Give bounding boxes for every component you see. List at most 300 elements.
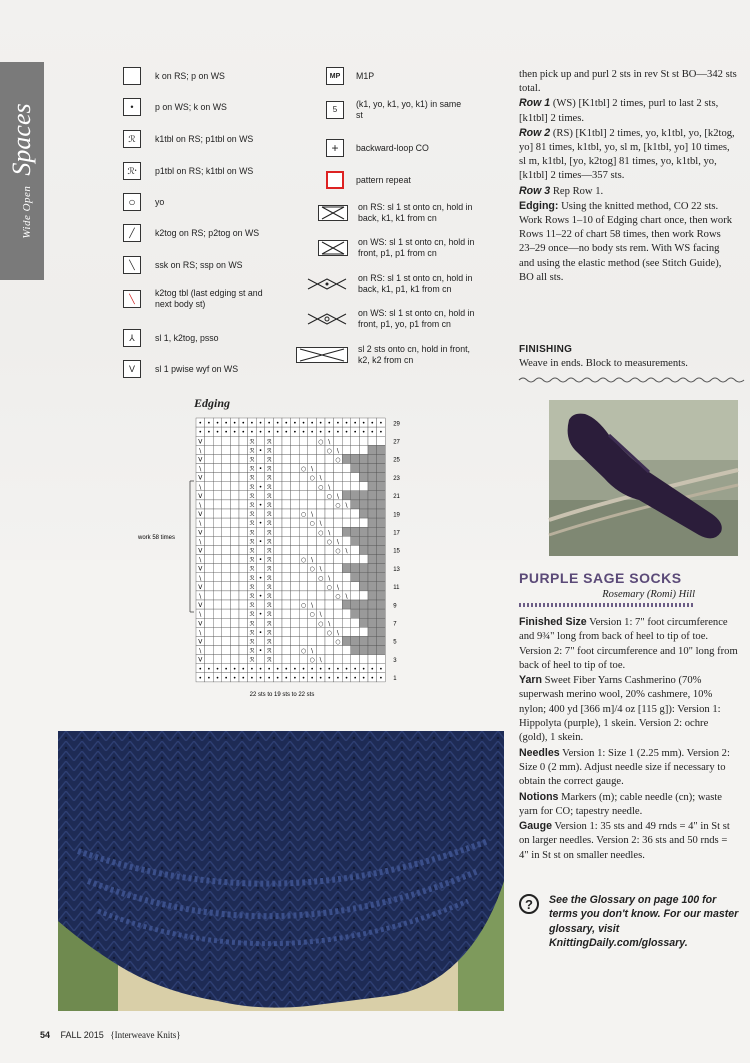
chart-cell	[205, 636, 214, 645]
chart-symbol: ℛ	[249, 447, 255, 455]
pattern-author: Rosemary (Romi) Hill	[602, 589, 695, 600]
chart-cell	[299, 582, 308, 591]
chart-symbol: ○	[309, 474, 315, 482]
chart-cell	[205, 600, 214, 609]
finishing-text: Weave in ends. Block to measurements.	[519, 358, 688, 369]
chart-symbol: •	[215, 420, 220, 428]
chart-cell	[368, 500, 377, 509]
chart-cell	[291, 454, 300, 463]
chart-cell	[325, 518, 334, 527]
chart-symbol: \	[311, 465, 314, 473]
chart-cell	[316, 500, 325, 509]
chart-cell	[351, 555, 360, 564]
chart-cell	[291, 436, 300, 445]
chart-symbol: •	[250, 665, 254, 673]
chart-symbol: \	[319, 611, 322, 619]
chart-cell	[222, 600, 231, 609]
chart-cell	[230, 445, 239, 454]
chart-cell	[256, 509, 265, 518]
chart-cell	[222, 545, 231, 554]
chart-cell	[342, 555, 351, 564]
chart-symbol: •	[258, 501, 263, 509]
chart-symbol: ○	[318, 483, 324, 491]
chart-symbol: \	[328, 438, 331, 446]
chart-cell	[342, 536, 351, 545]
chart-cell	[282, 491, 291, 500]
chart-cell	[351, 445, 360, 454]
chart-cell	[205, 482, 214, 491]
chart-cell	[239, 545, 248, 554]
chart-symbol: ○	[309, 611, 315, 619]
chart-symbol: •	[284, 420, 289, 428]
chart-cell	[359, 473, 368, 482]
chart-cell	[213, 500, 222, 509]
chart-cell	[273, 609, 282, 618]
chart-cell	[273, 527, 282, 536]
chart-symbol: •	[370, 420, 375, 428]
chart-symbol: ○	[309, 520, 315, 528]
chart-symbol: V	[198, 656, 203, 664]
chart-symbol: ℛ	[266, 529, 272, 537]
chart-cell	[334, 564, 343, 573]
chart-cell	[230, 527, 239, 536]
chart-cell	[377, 655, 386, 664]
chart-cell	[230, 646, 239, 655]
chart-cell	[351, 454, 360, 463]
dot-icon: •	[123, 98, 141, 116]
chart-symbol: ○	[309, 656, 315, 664]
chart-cell	[273, 600, 282, 609]
row-number: 17	[393, 530, 400, 537]
chart-cell	[239, 655, 248, 664]
chart-cell	[334, 655, 343, 664]
chart-cell	[291, 655, 300, 664]
chart-symbol: V	[198, 456, 203, 464]
chart-cell	[351, 582, 360, 591]
chart-cell	[222, 482, 231, 491]
chart-cell	[342, 518, 351, 527]
chart-cell	[351, 464, 360, 473]
chart-symbol: ℛ	[266, 492, 272, 500]
instructions-row1: Row 1 (WS) [K1tbl] 2 times, purl to last 2 sts, [k1tbl] 2 times.	[519, 97, 719, 124]
chart-cell	[351, 646, 360, 655]
chart-cell	[205, 509, 214, 518]
chart-symbol: \	[199, 538, 202, 546]
chart-cell	[213, 509, 222, 518]
chart-cell	[222, 591, 231, 600]
cable-back-icon	[318, 205, 348, 221]
chart-cell	[368, 482, 377, 491]
chart-cell	[230, 591, 239, 600]
chart-cell	[239, 491, 248, 500]
chart-cell	[273, 454, 282, 463]
chart-cell	[213, 591, 222, 600]
chart-cell	[359, 545, 368, 554]
chart-symbol: •	[215, 674, 220, 682]
chart-cell	[213, 655, 222, 664]
chart-symbol: •	[370, 665, 375, 673]
chart-cell	[316, 600, 325, 609]
instructions-intro: then pick up and purl 2 sts in rev St st BO—342 sts total.	[519, 69, 737, 95]
chart-cell	[316, 591, 325, 600]
chart-symbol: \	[199, 592, 202, 600]
chart-symbol: ℛ	[266, 656, 272, 664]
section-tab-big: Spaces	[7, 103, 36, 176]
chart-cell	[377, 582, 386, 591]
chart-symbol: ℛ	[266, 638, 272, 646]
chart-cell	[205, 555, 214, 564]
chart-cell	[299, 618, 308, 627]
legend-item-cable-front: on WS: sl 1 st onto cn, hold in front, p1, p1 from cn	[318, 237, 478, 259]
chart-cell	[377, 454, 386, 463]
chart-cell	[230, 555, 239, 564]
chart-cell	[256, 618, 265, 627]
chart-symbol: \	[199, 556, 202, 564]
chart-symbol: ℛ	[249, 501, 255, 509]
chart-symbol: \	[311, 556, 314, 564]
chart-cell	[308, 536, 317, 545]
instructions-row3: Row 3 Rep Row 1.	[519, 184, 604, 197]
chart-symbol: ○	[326, 583, 332, 591]
chart-cell	[368, 627, 377, 636]
chart-symbol: •	[267, 420, 271, 428]
chart-cell	[205, 573, 214, 582]
chart-cell	[368, 655, 377, 664]
chart-symbol: \	[328, 483, 331, 491]
chart-cell	[230, 627, 239, 636]
chart-cell	[230, 464, 239, 473]
wave-divider	[519, 375, 744, 385]
chart-symbol: •	[232, 429, 237, 437]
chart-symbol: •	[318, 665, 323, 673]
chart-cell	[205, 518, 214, 527]
chart-cell	[325, 555, 334, 564]
chart-cell	[230, 482, 239, 491]
chart-cell	[368, 609, 377, 618]
legend-item-p1tbl: ℛ • p1tbl on RS; k1tbl on WS	[123, 162, 305, 180]
row-number: 23	[393, 475, 400, 482]
chart-symbol: ℛ	[266, 620, 272, 628]
chart-cell	[256, 564, 265, 573]
chart-cell	[273, 646, 282, 655]
legend-item-knit: k on RS; p on WS	[123, 67, 305, 85]
chart-cell	[291, 582, 300, 591]
chart-title: Edging	[194, 396, 231, 410]
chart-cell	[291, 618, 300, 627]
row-number: 7	[393, 621, 397, 628]
chart-cell	[359, 564, 368, 573]
chart-cell	[291, 536, 300, 545]
chart-cell	[222, 436, 231, 445]
chart-cell	[325, 655, 334, 664]
chart-cell	[325, 473, 334, 482]
chart-cell	[359, 582, 368, 591]
chart-cell	[239, 600, 248, 609]
chart-cell	[368, 600, 377, 609]
chart-cell	[342, 436, 351, 445]
chart-cell	[359, 600, 368, 609]
chart-symbol: •	[293, 674, 297, 682]
chart-cell	[222, 655, 231, 664]
chart-cell	[273, 482, 282, 491]
chart-cell	[351, 491, 360, 500]
chart-cell	[325, 600, 334, 609]
chart-cell	[256, 527, 265, 536]
chart-cell	[213, 564, 222, 573]
chart-symbol: •	[301, 665, 306, 673]
chart-cell	[273, 627, 282, 636]
chart-cell	[282, 464, 291, 473]
chart-symbol: ℛ	[266, 629, 272, 637]
chart-symbol: ℛ	[249, 483, 255, 491]
chart-cell	[299, 518, 308, 527]
chart-cell	[230, 609, 239, 618]
chart-symbol: •	[344, 429, 349, 437]
chart-cell	[351, 573, 360, 582]
chart-cell	[299, 609, 308, 618]
chart-cell	[291, 500, 300, 509]
chart-cell	[377, 464, 386, 473]
chart-symbol: •	[310, 674, 314, 682]
chart-cell	[377, 564, 386, 573]
chart-symbol: •	[258, 420, 263, 428]
chart-cell	[351, 618, 360, 627]
chart-symbol: •	[224, 429, 228, 437]
chart-symbol: •	[258, 647, 263, 655]
instructions-edging: Edging: Using the knitted method, CO 22 sts. Work Rows 1–10 of Edging chart once, then work Rows 11–22 of chart 58 times, then work Rows 23–29 once—no body sts rem. With WS facing and using the elastic method (see Stitch Guide), BO all sts.	[519, 199, 733, 283]
chart-symbol: •	[361, 674, 366, 682]
chart-symbol: •	[327, 429, 332, 437]
chart-cell	[239, 591, 248, 600]
chart-cell	[222, 646, 231, 655]
chart-cell	[239, 555, 248, 564]
chart-cell	[368, 545, 377, 554]
chart-cell	[368, 582, 377, 591]
chart-symbol: \	[319, 520, 322, 528]
chart-symbol: \	[345, 592, 348, 600]
chart-cell	[213, 518, 222, 527]
chart-symbol: •	[207, 674, 211, 682]
chart-cell	[368, 573, 377, 582]
chart-cell	[334, 482, 343, 491]
chart-cell	[368, 473, 377, 482]
row-number: 15	[393, 548, 400, 555]
chart-cell	[213, 436, 222, 445]
chart-cell	[213, 536, 222, 545]
chart-symbol: •	[310, 420, 314, 428]
chart-symbol: \	[336, 492, 339, 500]
pattern-repeat-icon	[326, 171, 344, 189]
chart-cell	[342, 491, 351, 500]
chart-cell	[334, 573, 343, 582]
plus-icon: +	[326, 139, 344, 157]
chart-cell	[325, 500, 334, 509]
chart-cell	[213, 609, 222, 618]
chart-cell	[334, 527, 343, 536]
chart-cell	[351, 536, 360, 545]
chart-cell	[299, 473, 308, 482]
chart-symbol: •	[241, 665, 246, 673]
twisted-purl-icon: ℛ •	[123, 162, 141, 180]
chart-cell	[282, 609, 291, 618]
repeat-bracket	[190, 481, 194, 612]
chart-symbol: •	[336, 429, 340, 437]
chart-cell	[213, 555, 222, 564]
chart-cell	[282, 445, 291, 454]
chart-cell	[222, 500, 231, 509]
chart-symbol: •	[258, 592, 263, 600]
chart-cell	[359, 555, 368, 564]
chart-symbol: \	[199, 629, 202, 637]
chart-cell	[377, 618, 386, 627]
legend-item-k2tog-tbl: ╲ k2tog tbl (last edging st and next body st)	[123, 288, 275, 310]
chart-symbol: •	[301, 674, 306, 682]
chart-cell	[282, 636, 291, 645]
chart-symbol: ℛ	[249, 638, 255, 646]
chart-cell	[230, 655, 239, 664]
chart-cell	[222, 636, 231, 645]
chart-cell	[342, 564, 351, 573]
chart-cell	[308, 582, 317, 591]
chart-cell	[273, 464, 282, 473]
instructions-row2: Row 2 (RS) [K1tbl] 2 times, yo, k1tbl, yo, [k2tog, yo] 81 times, k1tbl, yo, sl m, [k1tbl, yo] 10 times, sl m, k1tbl, [yo, k2tog] 81 times, yo, k1tbl, yo, [k1tbl] 2 times—357 sts.	[519, 126, 735, 182]
chart-cell	[230, 618, 239, 627]
chart-cell	[342, 582, 351, 591]
chart-cell	[299, 454, 308, 463]
chart-cell	[205, 618, 214, 627]
chart-cell	[368, 464, 377, 473]
chart-symbol: •	[258, 629, 263, 637]
chart-cell	[359, 655, 368, 664]
chart-cell	[291, 527, 300, 536]
chart-cell	[273, 473, 282, 482]
legend-item-m1p: MP M1P	[326, 67, 506, 85]
chart-cell	[205, 627, 214, 636]
chart-cell	[239, 473, 248, 482]
row-number: 27	[393, 439, 400, 446]
chart-symbol: •	[207, 429, 211, 437]
chart-symbol: •	[370, 674, 375, 682]
chart-symbol: \	[199, 647, 202, 655]
chart-symbol: ℛ	[266, 592, 272, 600]
chart-symbol: ℛ	[266, 547, 272, 555]
chart-cell	[291, 573, 300, 582]
chart-cell	[256, 436, 265, 445]
chart-symbol: ○	[300, 647, 307, 655]
chart-cell	[230, 509, 239, 518]
chart-cell	[316, 454, 325, 463]
chart-cell	[239, 573, 248, 582]
chart-cell	[334, 436, 343, 445]
chart-symbol: ○	[318, 620, 324, 628]
chart-symbol: •	[361, 420, 366, 428]
chart-symbol: \	[328, 574, 331, 582]
cable-front-purl-icon	[306, 311, 348, 327]
spec-finished-size: Finished Size Version 1: 7" foot circumference and 9¾" long from back of heel to tip of toe. Version 2: 7" foot circumference and 10" long from back of heel to tip of toe.	[519, 616, 738, 671]
chart-cell	[230, 582, 239, 591]
chart-cell	[368, 536, 377, 545]
chart-symbol: \	[336, 629, 339, 637]
chart-cell	[334, 609, 343, 618]
chart-symbol: •	[344, 420, 349, 428]
chart-cell	[299, 545, 308, 554]
chart-symbol: ℛ	[249, 583, 255, 591]
chart-cell	[230, 473, 239, 482]
chart-symbol: ℛ	[266, 538, 272, 546]
chart-cell	[273, 636, 282, 645]
twisted-knit-icon: ℛ	[123, 130, 141, 148]
chart-cell	[325, 564, 334, 573]
chart-symbol: ℛ	[249, 647, 255, 655]
page-footer	[40, 1030, 181, 1040]
chart-cell	[282, 646, 291, 655]
chart-cell	[213, 545, 222, 554]
chart-cell	[291, 646, 300, 655]
chart-symbol: ○	[335, 547, 341, 555]
chart-cell	[342, 509, 351, 518]
chart-symbol: •	[275, 420, 280, 428]
chart-cell	[230, 454, 239, 463]
chart-symbol: •	[224, 420, 228, 428]
chart-cell	[342, 482, 351, 491]
chart-symbol: ℛ	[249, 520, 255, 528]
chart-symbol: \	[336, 538, 339, 546]
chart-cell	[308, 491, 317, 500]
chart-cell	[205, 536, 214, 545]
chart-cell	[291, 609, 300, 618]
chart-cell	[342, 445, 351, 454]
chart-cell	[282, 591, 291, 600]
chart-cell	[205, 646, 214, 655]
chart-cell	[205, 545, 214, 554]
issue-label: FALL 2015	[60, 1030, 104, 1040]
chart-symbol: •	[250, 429, 254, 437]
chart-cell	[368, 436, 377, 445]
chart-cell	[273, 591, 282, 600]
row-number: 5	[393, 639, 397, 646]
chart-symbol: •	[275, 429, 280, 437]
chart-cell	[213, 527, 222, 536]
chart-symbol: ℛ	[249, 556, 255, 564]
chart-symbol: ℛ	[266, 583, 272, 591]
chart-symbol: ℛ	[249, 529, 255, 537]
blank-square-icon	[123, 67, 141, 85]
chart-cell	[316, 491, 325, 500]
chart-cell	[222, 555, 231, 564]
chart-cell	[256, 545, 265, 554]
chart-cell	[377, 600, 386, 609]
chart-cell	[273, 582, 282, 591]
chart-cell	[282, 509, 291, 518]
chart-symbol: ○	[300, 465, 307, 473]
chart-cell	[377, 545, 386, 554]
row-numbers	[393, 421, 400, 682]
width-label: 22 sts to 19 sts to 22 sts	[249, 692, 315, 698]
chart-symbol: •	[327, 674, 332, 682]
chart-cell	[359, 527, 368, 536]
chart-symbol: ℛ	[249, 629, 255, 637]
pattern-specs	[519, 615, 739, 863]
chart-cell	[222, 582, 231, 591]
chart-cell	[308, 545, 317, 554]
chart-symbol: \	[328, 529, 331, 537]
chart-cell	[359, 482, 368, 491]
chart-cell	[256, 454, 265, 463]
chart-cell	[205, 464, 214, 473]
chart-cell	[239, 445, 248, 454]
chart-cell	[351, 655, 360, 664]
chart-cell	[291, 627, 300, 636]
